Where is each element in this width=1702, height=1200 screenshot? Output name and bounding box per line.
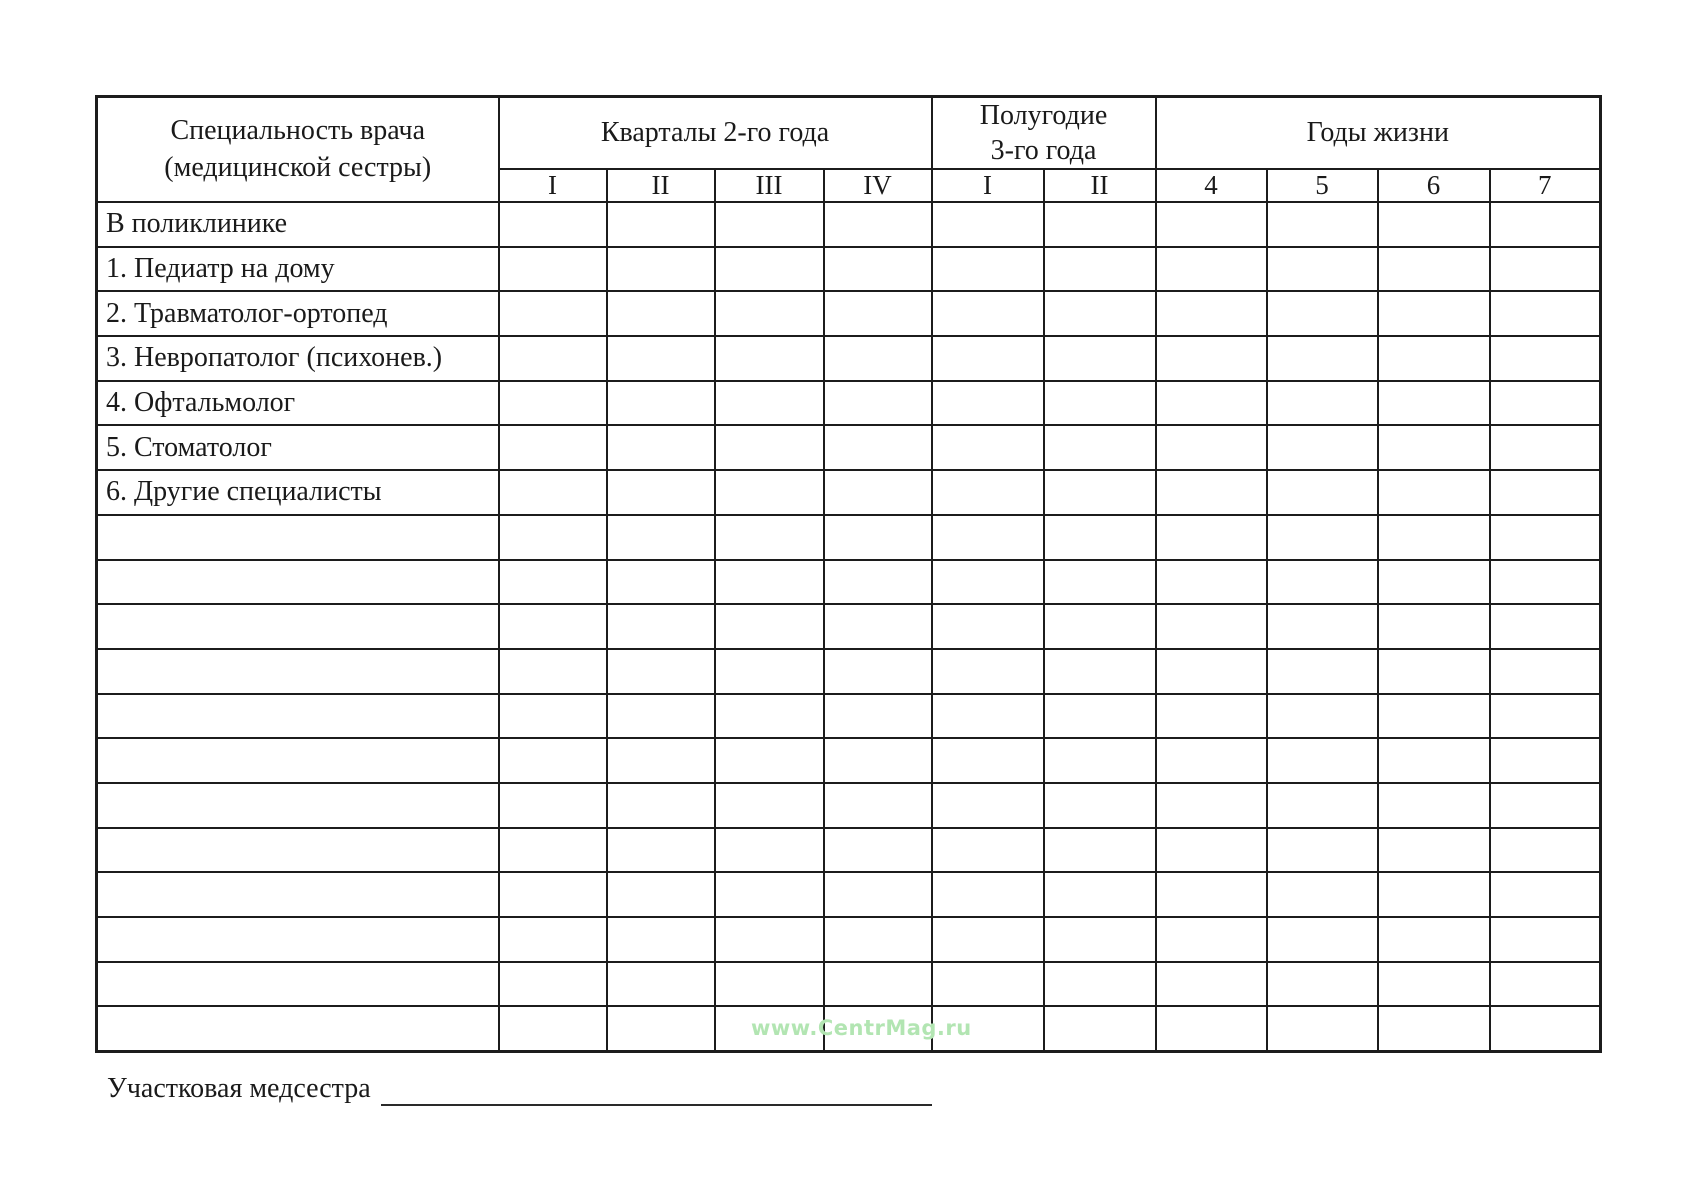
data-cell [1490,470,1601,515]
row-label-cell [97,872,499,917]
data-cell [1378,202,1490,247]
header-half-year-line2: 3-го года [990,135,1097,166]
data-cell [932,425,1044,470]
data-cell [1044,247,1156,292]
data-cell [1044,738,1156,783]
data-cell [824,515,932,560]
data-cell [1267,291,1378,336]
data-cell [1044,694,1156,739]
data-cell [824,470,932,515]
data-cell [932,962,1044,1007]
header-specialty-line2: (медицинской сестры) [164,151,432,183]
data-cell [932,917,1044,962]
data-cell [1490,604,1601,649]
data-cell [1044,515,1156,560]
header-half-year-1: I [932,169,1044,202]
data-cell [1156,738,1267,783]
data-cell [1267,202,1378,247]
data-cell [1267,560,1378,605]
header-specialty-cell [97,97,499,203]
data-cell [1267,917,1378,962]
data-cell [1267,962,1378,1007]
data-cell [1156,247,1267,292]
data-cell [1156,560,1267,605]
visits-schedule-table [95,95,1602,1053]
data-cell [932,336,1044,381]
data-cell [607,738,715,783]
data-cell [1156,336,1267,381]
data-cell [1490,962,1601,1007]
data-cell [715,917,824,962]
data-cell [1044,291,1156,336]
row-label-cell [97,515,499,560]
data-cell [932,515,1044,560]
data-cell [824,917,932,962]
data-cell [499,381,607,426]
data-cell [1156,515,1267,560]
data-cell [932,202,1044,247]
data-cell [1490,336,1601,381]
data-cell [715,336,824,381]
data-cell [1156,1006,1267,1051]
table-row [97,291,1601,336]
data-cell [499,1006,607,1051]
header-quarter-2: II [607,169,715,202]
data-cell [1044,202,1156,247]
data-cell [1156,694,1267,739]
data-cell [499,738,607,783]
data-cell [1267,381,1378,426]
data-cell [1378,783,1490,828]
row-label-cell [97,917,499,962]
data-cell [1378,291,1490,336]
data-cell [607,470,715,515]
header-years-cell: Годы жизни [1156,97,1601,170]
table-row [97,783,1601,828]
data-cell [824,604,932,649]
data-cell [1044,381,1156,426]
row-label-cell: В поликлинике [97,202,499,247]
row-label-cell [97,604,499,649]
data-cell [932,649,1044,694]
data-cell [1267,738,1378,783]
data-cell [715,515,824,560]
data-cell [715,291,824,336]
data-cell [715,381,824,426]
data-cell [1044,783,1156,828]
row-label-cell [97,560,499,605]
row-label-cell: 1. Педиатр на дому [97,247,499,292]
row-label-cell [97,649,499,694]
data-cell [1267,247,1378,292]
data-cell [1267,1006,1378,1051]
data-cell [1267,783,1378,828]
data-cell [607,962,715,1007]
data-cell [607,515,715,560]
data-cell [1044,962,1156,1007]
data-cell [1490,291,1601,336]
data-cell [824,291,932,336]
data-cell [499,247,607,292]
data-cell [499,828,607,873]
data-cell [1267,470,1378,515]
data-cell [932,694,1044,739]
row-label-cell: 4. Офтальмолог [97,381,499,426]
table-row [97,962,1601,1007]
data-cell [932,247,1044,292]
data-cell [499,783,607,828]
data-cell [715,738,824,783]
row-label-cell [97,828,499,873]
data-cell [607,828,715,873]
data-cell [1044,604,1156,649]
data-cell [1378,738,1490,783]
watermark: www.CentrMag.ru [751,1016,972,1040]
data-cell [1490,828,1601,873]
data-cell [1378,515,1490,560]
data-cell [1267,336,1378,381]
data-cell [1378,470,1490,515]
data-cell [607,247,715,292]
data-cell [1378,872,1490,917]
data-cell [1378,604,1490,649]
data-cell [1044,470,1156,515]
data-cell [607,694,715,739]
table-row [97,649,1601,694]
data-cell [607,917,715,962]
data-cell [1044,917,1156,962]
header-year-4: 4 [1156,169,1267,202]
data-cell [1378,828,1490,873]
data-cell [1156,604,1267,649]
data-cell [1267,649,1378,694]
data-cell [1267,872,1378,917]
data-cell [499,604,607,649]
data-cell [1156,872,1267,917]
data-cell [932,828,1044,873]
header-year-6: 6 [1378,169,1490,202]
data-cell [1490,872,1601,917]
row-label-cell [97,962,499,1007]
data-cell [1156,917,1267,962]
data-cell [932,604,1044,649]
data-cell [1490,202,1601,247]
data-cell [1490,783,1601,828]
data-cell [824,872,932,917]
data-cell [1044,336,1156,381]
data-cell [1378,917,1490,962]
data-cell [1378,336,1490,381]
data-cell [1378,962,1490,1007]
table-row [97,738,1601,783]
header-quarter-1: I [499,169,607,202]
data-cell [1156,962,1267,1007]
data-cell [1378,694,1490,739]
table-row [97,202,1601,247]
data-cell [1267,694,1378,739]
row-label-cell: 5. Стоматолог [97,425,499,470]
data-cell [1044,872,1156,917]
data-cell [1156,381,1267,426]
data-cell [1156,828,1267,873]
data-cell [1267,604,1378,649]
data-cell [1378,1006,1490,1051]
data-cell [499,515,607,560]
data-cell [824,694,932,739]
data-cell [1490,381,1601,426]
table-row [97,470,1601,515]
data-cell [1490,694,1601,739]
data-cell [824,336,932,381]
signature-label: Участковая медсестра [107,1073,371,1105]
data-cell [499,560,607,605]
table-row [97,917,1601,962]
data-cell [824,247,932,292]
data-cell [932,470,1044,515]
data-cell [499,291,607,336]
data-cell [824,962,932,1007]
data-cell [1378,649,1490,694]
data-cell [607,604,715,649]
data-cell [499,649,607,694]
row-label-cell [97,694,499,739]
data-cell [499,917,607,962]
data-cell [607,381,715,426]
data-cell [824,202,932,247]
data-cell [932,560,1044,605]
table-row [97,425,1601,470]
data-cell [715,694,824,739]
row-label-cell [97,783,499,828]
header-specialty-line1: Специальность врача [170,115,426,147]
data-cell [607,783,715,828]
data-cell [499,694,607,739]
data-cell [824,560,932,605]
data-cell [1490,515,1601,560]
data-cell [499,202,607,247]
header-quarter-3: III [715,169,824,202]
data-cell [1156,425,1267,470]
data-cell [607,649,715,694]
data-cell [824,828,932,873]
data-cell [824,783,932,828]
data-cell [499,872,607,917]
row-label-cell: 2. Травматолог-ортопед [97,291,499,336]
data-cell [1267,425,1378,470]
data-cell [1156,291,1267,336]
data-cell [824,425,932,470]
data-cell [1156,202,1267,247]
header-year-7: 7 [1490,169,1601,202]
table-row [97,694,1601,739]
table-row [97,560,1601,605]
header-quarter-4: IV [824,169,932,202]
data-cell [1267,828,1378,873]
data-cell [607,336,715,381]
data-cell [1044,560,1156,605]
data-cell [1044,425,1156,470]
data-cell [607,560,715,605]
data-cell [1044,649,1156,694]
data-cell [607,1006,715,1051]
data-cell [1267,515,1378,560]
data-cell [1156,783,1267,828]
row-label-cell: 6. Другие специалисты [97,470,499,515]
data-cell [932,738,1044,783]
data-cell [1044,1006,1156,1051]
data-cell [1378,425,1490,470]
data-cell [1490,247,1601,292]
data-cell [1156,649,1267,694]
data-cell [607,291,715,336]
data-cell [932,381,1044,426]
data-cell [824,381,932,426]
header-half-year-line1: Полугодие [979,100,1108,131]
data-cell [499,425,607,470]
header-half-year-cell [932,97,1156,170]
data-cell [499,962,607,1007]
table-row [97,381,1601,426]
data-cell [715,470,824,515]
table-row [97,247,1601,292]
signature-blank-line [381,1072,932,1106]
data-cell [1378,381,1490,426]
data-cell [715,560,824,605]
table-row [97,604,1601,649]
data-cell [607,872,715,917]
header-quarters-cell: Кварталы 2-го года [499,97,932,170]
data-cell [715,872,824,917]
data-cell [715,604,824,649]
data-cell [607,202,715,247]
data-cell [715,962,824,1007]
header-group-row [97,97,1601,170]
data-cell [1044,828,1156,873]
table-row [97,828,1601,873]
data-cell [824,649,932,694]
header-half-year-2: II [1044,169,1156,202]
data-cell [715,649,824,694]
data-cell [932,872,1044,917]
data-cell [1378,247,1490,292]
data-cell [607,425,715,470]
header-year-5: 5 [1267,169,1378,202]
data-cell [1490,560,1601,605]
data-cell [499,336,607,381]
row-label-cell [97,738,499,783]
data-cell [715,783,824,828]
data-cell [1490,917,1601,962]
data-cell [1490,425,1601,470]
table-row [97,872,1601,917]
data-cell [715,425,824,470]
data-cell [715,202,824,247]
data-cell [715,247,824,292]
signature-row [107,1072,932,1106]
row-label-cell [97,1006,499,1051]
data-cell [1490,1006,1601,1051]
data-cell [715,828,824,873]
table-row [97,515,1601,560]
table-row [97,336,1601,381]
data-cell [824,738,932,783]
data-cell [1490,649,1601,694]
data-cell [1156,470,1267,515]
data-cell [499,470,607,515]
row-label-cell: 3. Невропатолог (психонев.) [97,336,499,381]
data-cell [1490,738,1601,783]
data-cell [932,783,1044,828]
data-cell [1378,560,1490,605]
data-cell [932,291,1044,336]
